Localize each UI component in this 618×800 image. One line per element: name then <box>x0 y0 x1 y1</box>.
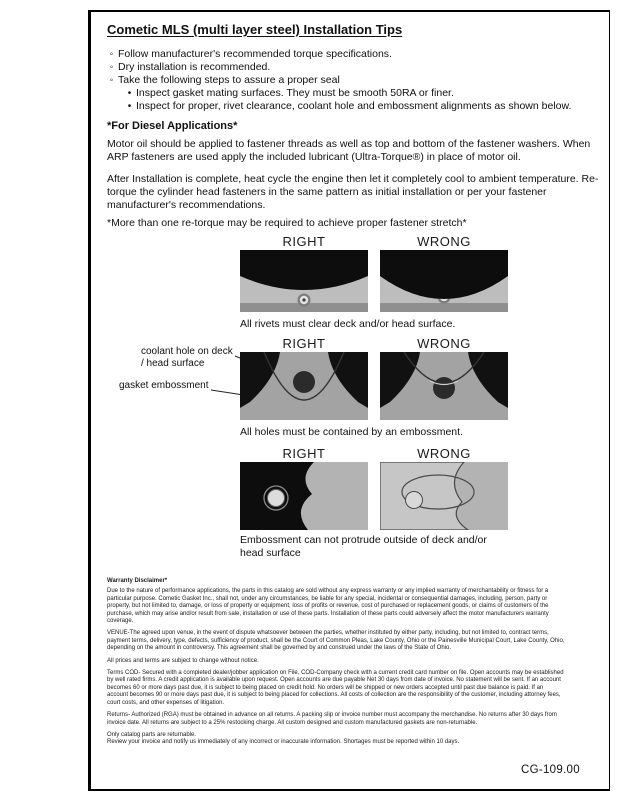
fig1-right-svg <box>240 250 368 312</box>
fig2-wrong-svg <box>380 352 508 420</box>
dot-bullet-icon <box>123 87 136 100</box>
warranty-disclaimer <box>107 578 565 747</box>
fig3-right-label: RIGHT <box>282 446 326 461</box>
tip-text: Inspect for proper, rivet clearance, coolant hole and embossment alignments as shown below. <box>136 100 572 112</box>
tip-item <box>105 48 571 61</box>
retorque-note: *More than one re-torque may be required to achieve proper fastener stretch* <box>107 217 467 229</box>
fig1-wrong-label: WRONG <box>417 234 471 249</box>
fig2-right-label: RIGHT <box>282 336 326 351</box>
deck-area-outline <box>380 462 468 530</box>
fig1-right-label: RIGHT <box>282 234 326 249</box>
fig3-caption: Embossment can not protrude outside of deck and/or head surface <box>240 534 487 559</box>
disclaimer-heading: Warranty Disclaimer* <box>107 578 168 584</box>
page-title: Cometic MLS (multi layer steel) Installation Tips <box>107 22 403 37</box>
hole <box>406 492 423 509</box>
fig2-wrong-illustration <box>380 352 508 420</box>
page-number: CG-109.00 <box>521 764 580 776</box>
fig1-caption: All rivets must clear deck and/or head surface. <box>240 318 456 330</box>
coolant-hole <box>433 377 455 399</box>
fig2-wrong-label: WRONG <box>417 336 471 351</box>
tip-text: Inspect gasket mating surfaces. They must be smooth 50RA or finer. <box>136 87 454 99</box>
disclaimer-paragraph: Review your invoice and notify us immediately of any incorrect or inaccurate information. Shortages must be reported within 10 days. <box>107 739 460 746</box>
tip-text: Follow manufacturer's recommended torque specifications. <box>118 48 392 60</box>
fig2-caption: All holes must be contained by an embossment. <box>240 426 463 438</box>
tip-item <box>105 74 571 87</box>
hole <box>268 490 285 507</box>
disclaimer-paragraph: Returns- Authorized (RGA) must be obtained in advance on all returns. A packing slip or invoice number must accompany the merchandise. No returns after 30 days from invoice date. All returns are subject to a 25% restocking charge. All custom designed and custom manufactured gaskets are non-returnable. <box>107 712 557 726</box>
tip-text: Take the following steps to assure a proper seal <box>118 74 340 86</box>
fig3-right-illustration <box>240 462 368 530</box>
fig3-wrong-label: WRONG <box>417 446 471 461</box>
circle-bullet-icon <box>105 48 118 61</box>
page-frame <box>88 10 610 791</box>
circle-bullet-icon <box>105 61 118 74</box>
fig2-right-svg <box>240 352 368 420</box>
tips-list <box>105 48 571 113</box>
disclaimer-paragraph: Only catalog parts are returnable. <box>107 731 197 738</box>
disclaimer-paragraph: VENUE-The agreed upon venue, in the event of dispute whatsoever between the parties, whether instituted by either party, including, but not limited to, contract terms, payment terms, delivery, type, defects, sufficiency of product, shall be the Court of Common Pleas, Lake County, Ohio or the Painesville Municipal Court, Lake County, Ohio, depending on the amount in controversy. This agreement shall be governed by and construed under the laws of the State of Ohio. <box>107 630 565 652</box>
fig3-wrong-svg <box>380 462 508 530</box>
deck-edge-strip <box>380 303 508 312</box>
disclaimer-paragraph: Terms COD- Secured with a completed dealer/jobber application on File, COD-Company check with a current credit card number on file. Open accounts may be established by well rated firms. A credit application is available upon request. Open accounts are due payable Net 30 days from date of invoice. No statement will be sent. If an account becomes 60 or more days past due, it is subject to being placed on credit hold. No orders will be shipped or new orders accepted until past due balance is paid. If an account becomes 90 or more days past due, it is subject to being placed for collections. All costs of collection are the responsibility of the customer, including attorney fees, court costs, and other expenses of litigation. <box>107 670 564 706</box>
fig3-right-svg <box>240 462 368 530</box>
fig1-wrong-svg <box>380 250 508 312</box>
circle-bullet-icon <box>105 74 118 87</box>
disclaimer-paragraph: Due to the nature of performance applications, the parts in this catalog are sold without any express warranty or any implied warranty of merchantability or fitness for a particular purpose. Cometic Gasket Inc., shall not, under any circumstances, be liable for any special, incidental or consequential damages, including, person, party or property, but not limited to, damage, or loss of property or equipment, loss of profits or revenue, cost of purchased or replacement goods, or claims of customers of the purchase, which may arise and/or result from sale, installation or use of these parts. Installation of these parts could adversely affect the motor manufacturers warranty coverage. <box>107 588 549 625</box>
figures-section <box>91 234 613 574</box>
tip-text: Dry installation is recommended. <box>118 61 271 73</box>
fig2-right-illustration <box>240 352 368 420</box>
tip-subitem <box>123 100 571 113</box>
diesel-paragraph-2: After Installation is complete, heat cycle the engine then let it completely cool to ambient temperature. Re-torque the cylinder head fasteners in the same pattern as initial installation or per your fastener manufacturer's recommendations. <box>107 173 599 211</box>
diesel-heading: *For Diesel Applications* <box>107 120 238 132</box>
gasket-embossment-label: gasket embossment <box>119 380 209 391</box>
fig3-wrong-illustration <box>380 462 508 530</box>
coolant-hole-label: coolant hole on deck / head surface <box>141 346 233 369</box>
disclaimer-paragraph: All prices and terms are subject to change without notice. <box>107 657 259 664</box>
rivet-center <box>302 298 305 301</box>
diesel-paragraph-1: Motor oil should be applied to fastener threads as well as top and bottom of the fastener washers. When ARP fasteners are used apply the included lubricant (Ultra-Torque®) in place of motor oil. <box>107 138 591 163</box>
tip-item <box>105 61 571 74</box>
dot-bullet-icon <box>123 100 136 113</box>
fig1-right-illustration <box>240 250 368 312</box>
fig1-wrong-illustration <box>380 250 508 312</box>
coolant-hole <box>293 371 315 393</box>
tip-subitem <box>123 87 571 100</box>
